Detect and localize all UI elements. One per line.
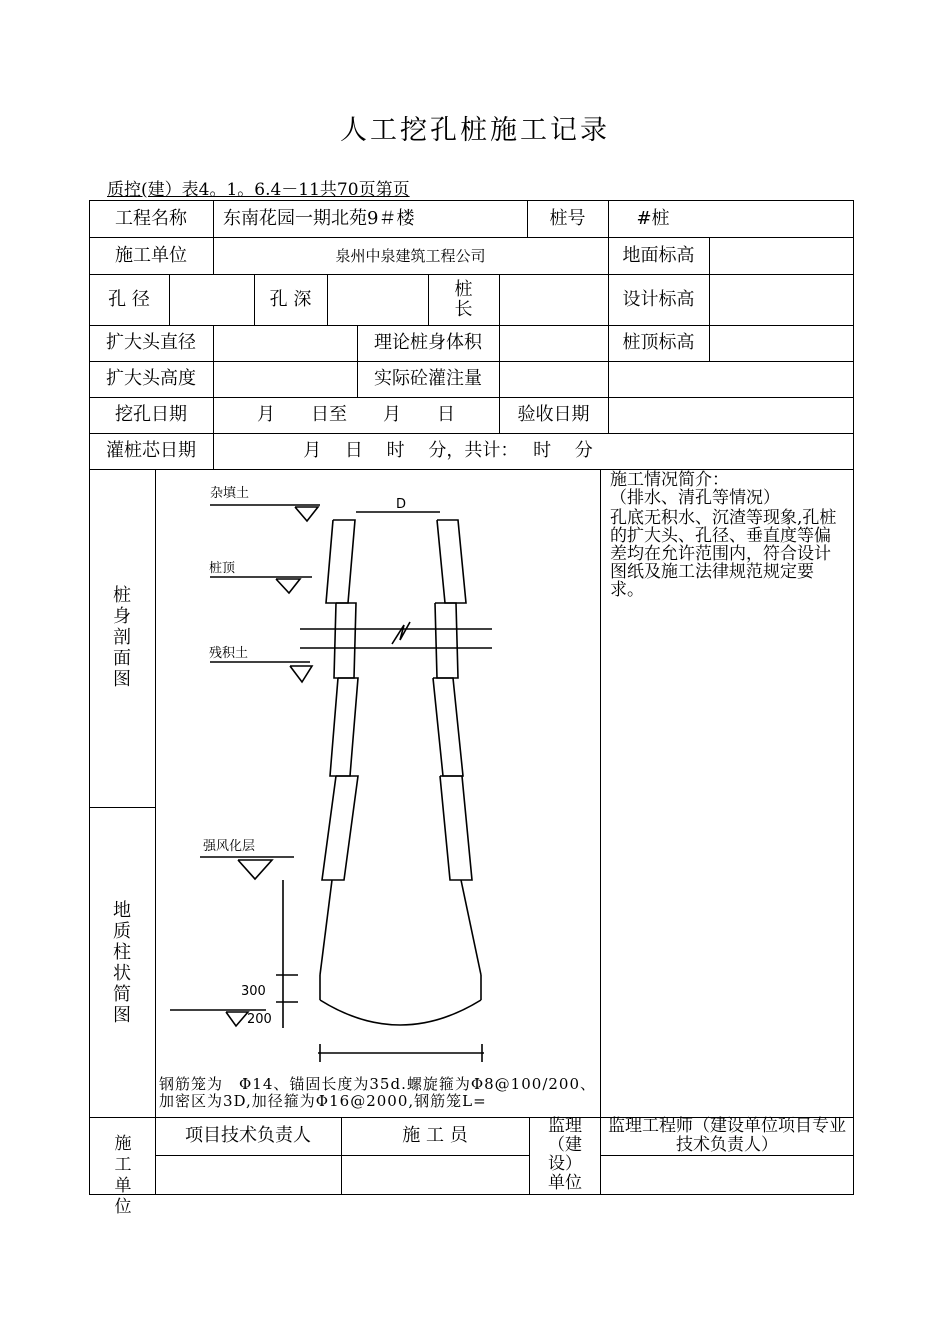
dim-300-text: 300 — [241, 984, 266, 999]
notes-sub: （排水、清孔等情况） — [610, 488, 780, 508]
excavation-date-value: 月 日至 月 日 — [257, 404, 455, 425]
pour-date-value: 月 日 时 分，共计： 时 分 — [303, 440, 593, 461]
layer-weathered-text: 强风化层 — [203, 839, 256, 854]
pile-no-label: 桩号 — [549, 207, 586, 229]
pile-top-elevation-label: 桩顶标高 — [622, 332, 695, 353]
notes-title: 施工情况简介： — [610, 470, 729, 490]
excavation-date-label: 挖孔日期 — [115, 404, 187, 425]
worker-label: 施 工 员 — [402, 1125, 468, 1146]
pile-no-value: #桩 — [636, 207, 670, 229]
hole-diameter-label: 孔 径 — [108, 288, 150, 310]
dim-200-text: 200 — [247, 1012, 272, 1027]
pour-date-label: 灌桩芯日期 — [106, 440, 196, 461]
project-name-label: 工程名称 — [115, 207, 187, 229]
supervisor-label: 监理工程师（建设单位项目专业技术负责人） — [608, 1116, 846, 1155]
design-elevation-label: 设计标高 — [622, 288, 695, 310]
acceptance-date-label: 验收日期 — [517, 404, 590, 425]
bell-diameter-label: 扩大头直径 — [106, 332, 196, 353]
rebar-note: 钢筋笼为 Φ14、锚固长度为35d.螺旋箍为Φ8@100/200、加密区为3D,加径箍为Φ16@2000,钢筋笼L= — [159, 1075, 596, 1110]
bell-height-label: 扩大头高度 — [106, 368, 196, 389]
form-code: 质控(建）表4。1。6.4－11共70页第页 — [107, 180, 410, 200]
construction-unit-value: 泉州中泉建筑工程公司 — [335, 246, 486, 265]
theory-volume-label: 理论桩身体积 — [374, 332, 482, 353]
construction-unit-label: 施工单位 — [115, 244, 187, 266]
page-title: 人工挖孔桩施工记录 — [340, 115, 610, 146]
layer-top-text: 桩顶 — [209, 561, 236, 576]
layer-fill-text: 杂填土 — [210, 486, 250, 501]
pile-length-label: 桩长 — [454, 278, 473, 320]
notes-body: 孔底无积水、沉渣等现象,孔桩的扩大头、孔径、垂直度等偏差均在允许范围内，符合设计图纸及施工法律规范规定要求。 — [610, 508, 837, 600]
supervision-label: 监理（建设）单位 — [548, 1116, 582, 1193]
hole-depth-label: 孔 深 — [269, 288, 312, 310]
actual-concrete-label: 实际砼灌注量 — [374, 368, 482, 389]
layer-residual-text: 残积土 — [209, 646, 249, 661]
sign-unit-label: 施工单位 — [114, 1134, 132, 1217]
project-name-value: 东南花园一期北苑9＃楼 — [223, 207, 415, 229]
tech-lead-label: 项目技术负责人 — [185, 1125, 311, 1146]
section-label: 桩身剖面图 — [113, 585, 131, 690]
dim-d-text: D — [396, 497, 407, 512]
ground-elevation-label: 地面标高 — [622, 244, 695, 266]
geology-label: 地质柱状简图 — [113, 900, 131, 1026]
